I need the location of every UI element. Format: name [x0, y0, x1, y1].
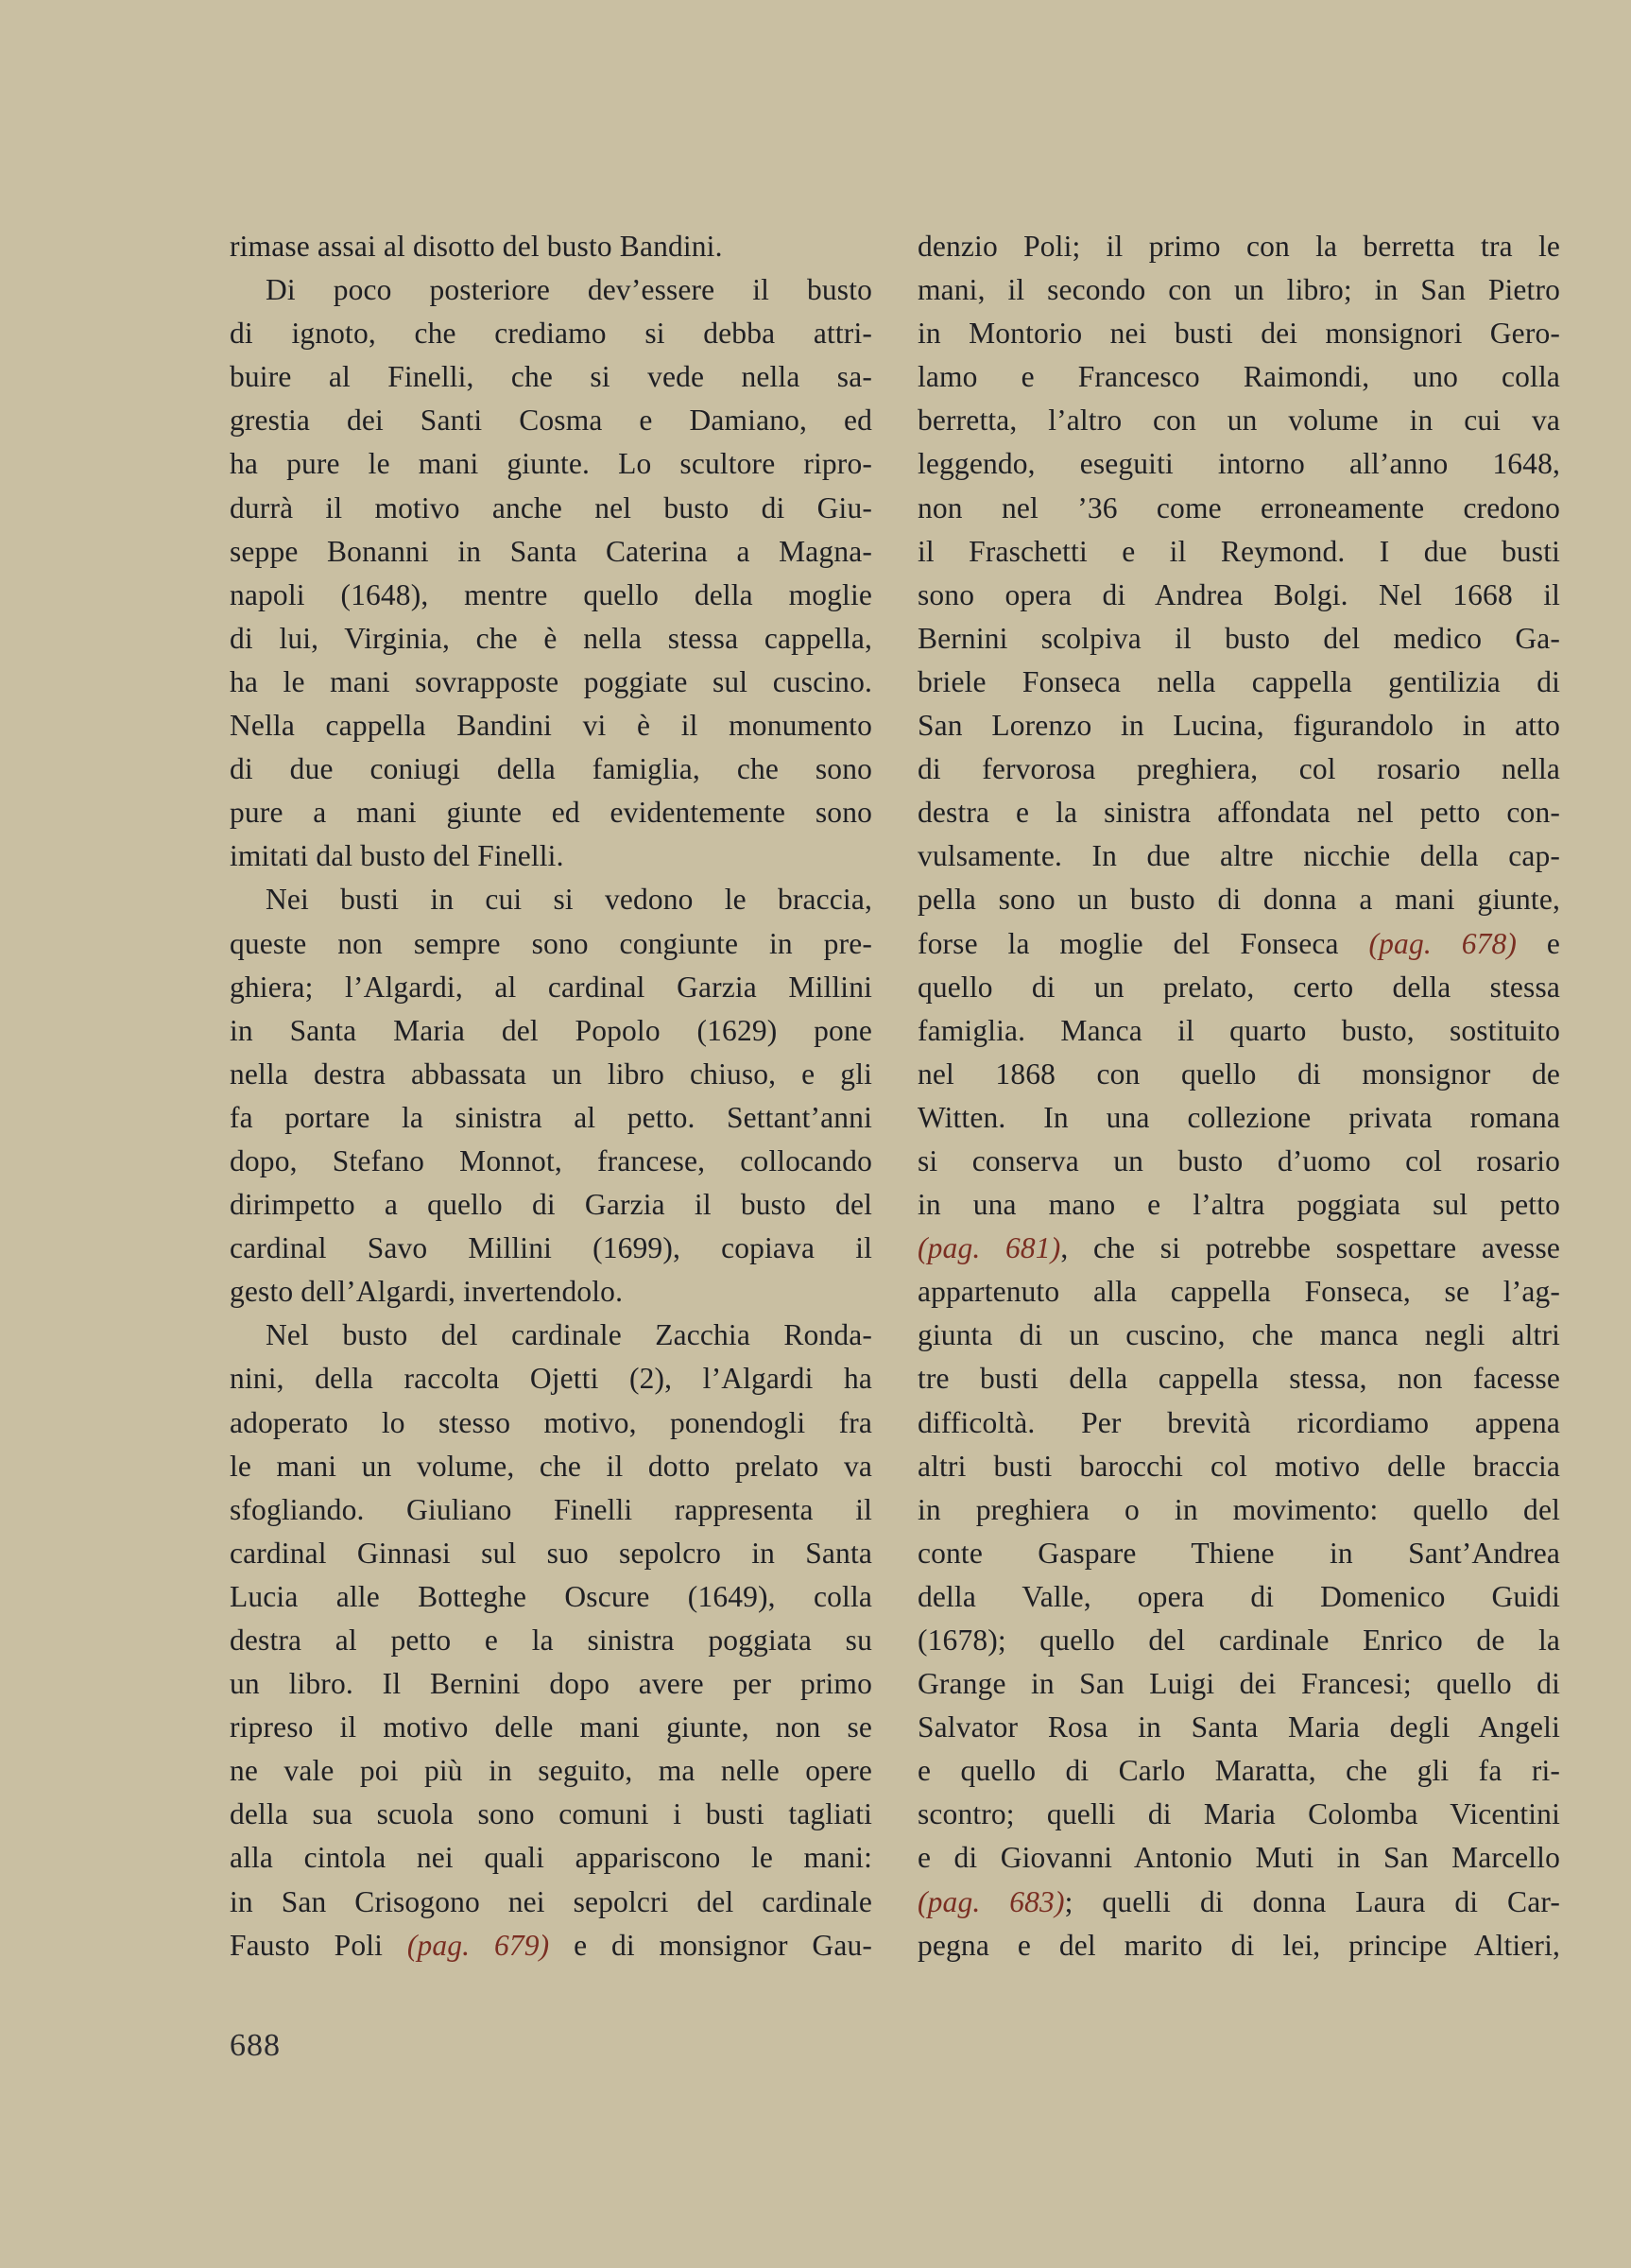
text-line: pure a mani giunte ed evidentemente sono: [230, 796, 872, 830]
page-reference: (pag. 683): [918, 1884, 1065, 1918]
text-line: scontro; quelli di Maria Colomba Vicentini: [918, 1797, 1560, 1831]
text-line: altri busti barocchi col motivo delle braccia: [918, 1449, 1560, 1483]
text-line: ha le mani sovrapposte poggiate sul cuscino.: [230, 664, 872, 698]
text-line: appartenuto alla cappella Fonseca, se l’ag-: [918, 1275, 1560, 1309]
text-segment: , che si potrebbe sospettare avesse: [1060, 1231, 1560, 1265]
text-segment: Fausto Poli: [230, 1928, 407, 1962]
text-line: fa portare la sinistra al petto. Settant’anni: [230, 1100, 872, 1134]
text-line: quello di un prelato, certo della stessa: [918, 970, 1560, 1004]
text-line: [918, 1227, 1560, 1270]
text-column-right: [918, 225, 1560, 1967]
text-line: e di Giovanni Antonio Muti in San Marcello: [918, 1841, 1560, 1875]
text-line: Salvator Rosa in Santa Maria degli Angeli: [918, 1710, 1560, 1744]
text-line: in Montorio nei busti dei monsignori Gero-: [918, 317, 1560, 351]
text-line: giunta di un cuscino, che manca negli altri: [918, 1318, 1560, 1352]
text-line: pegna e del marito di lei, principe Altieri,: [918, 1928, 1560, 1962]
text-line: famiglia. Manca il quarto busto, sostituito: [918, 1013, 1560, 1047]
text-line: imitati dal busto del Finelli.: [230, 839, 564, 873]
text-line: [918, 1881, 1560, 1924]
text-line: di lui, Virginia, che è nella stessa cappella,: [230, 621, 872, 655]
text-line: di due coniugi della famiglia, che sono: [230, 752, 872, 786]
text-line: di ignoto, che crediamo si debba attri-: [230, 317, 872, 351]
text-segment: ; quelli di donna Laura di Car-: [1064, 1884, 1560, 1918]
text-line: ha pure le mani giunte. Lo scultore ripro-: [230, 447, 872, 481]
page-number: 688: [230, 2028, 281, 2063]
text-line: destra al petto e la sinistra poggiata su: [230, 1624, 872, 1657]
text-line: pella sono un busto di donna a mani giunte,: [918, 883, 1560, 917]
text-segment: e di monsignor Gau-: [549, 1928, 872, 1962]
text-line: sono opera di Andrea Bolgi. Nel 1668 il: [918, 577, 1560, 611]
page-reference: (pag. 678): [1368, 926, 1518, 960]
page-reference: (pag. 679): [406, 1928, 550, 1962]
text-line: [918, 922, 1560, 966]
text-line: Nel busto del cardinale Zacchia Ronda-: [266, 1318, 872, 1352]
text-line: difficoltà. Per brevità ricordiamo appena: [918, 1405, 1560, 1439]
text-line: gesto dell’Algardi, invertendolo.: [230, 1275, 624, 1309]
text-line: della Valle, opera di Domenico Guidi: [918, 1579, 1560, 1613]
text-line: Nei busti in cui si vedono le braccia,: [266, 883, 872, 917]
text-line: di fervorosa preghiera, col rosario nella: [918, 752, 1560, 786]
text-line: dirimpetto a quello di Garzia il busto del: [230, 1188, 872, 1222]
page-reference: (pag. 681): [918, 1231, 1061, 1265]
text-line: in preghiera o in movimento: quello del: [918, 1492, 1560, 1526]
text-line: tre busti della cappella stessa, non facesse: [918, 1362, 1560, 1396]
text-line: non nel ’36 come erroneamente credono: [918, 490, 1560, 524]
text-line: cardinal Savo Millini (1699), copiava il: [230, 1231, 872, 1265]
text-line: un libro. Il Bernini dopo avere per primo: [230, 1667, 872, 1701]
text-line: in San Crisogono nei sepolcri del cardinale: [230, 1884, 872, 1918]
text-line: berretta, l’altro con un volume in cui va: [918, 404, 1560, 438]
text-line: durrà il motivo anche nel busto di Giu-: [230, 490, 872, 524]
text-line: Di poco posteriore dev’essere il busto: [266, 273, 872, 307]
text-line: della sua scuola sono comuni i busti tagliati: [230, 1797, 872, 1831]
text-line: ghiera; l’Algardi, al cardinal Garzia Millini: [230, 970, 872, 1004]
text-line: (1678); quello del cardinale Enrico de la: [918, 1624, 1560, 1657]
text-line: lamo e Francesco Raimondi, uno colla: [918, 360, 1560, 394]
text-line: sfogliando. Giuliano Finelli rappresenta il: [230, 1492, 872, 1526]
text-column-left: [230, 225, 872, 1967]
text-line: ripreso il motivo delle mani giunte, non se: [230, 1710, 872, 1744]
text-line: rimase assai al disotto del busto Bandini.: [230, 230, 723, 263]
text-line: seppe Bonanni in Santa Caterina a Magna-: [230, 534, 872, 568]
text-line: le mani un volume, che il dotto prelato va: [230, 1449, 872, 1483]
text-line: nini, della raccolta Ojetti (2), l’Algardi ha: [230, 1362, 872, 1396]
text-line: leggendo, eseguiti intorno all’anno 1648,: [918, 447, 1560, 481]
text-line: grestia dei Santi Cosma e Damiano, ed: [230, 404, 872, 438]
text-line: nel 1868 con quello di monsignor de: [918, 1057, 1560, 1091]
text-line: San Lorenzo in Lucina, figurandolo in atto: [918, 709, 1560, 743]
text-line: Witten. In una collezione privata romana: [918, 1100, 1560, 1134]
text-line: destra e la sinistra affondata nel petto con-: [918, 796, 1560, 830]
text-line: alla cintola nei quali appariscono le mani:: [230, 1841, 872, 1875]
text-line: Nella cappella Bandini vi è il monumento: [230, 709, 872, 743]
text-line: conte Gaspare Thiene in Sant’Andrea: [918, 1536, 1560, 1570]
text-line: napoli (1648), mentre quello della moglie: [230, 577, 872, 611]
text-line: Grange in San Luigi dei Francesi; quello di: [918, 1667, 1560, 1701]
text-line: e quello di Carlo Maratta, che gli fa ri-: [918, 1754, 1560, 1788]
text-line: buire al Finelli, che si vede nella sa-: [230, 360, 872, 394]
text-line: il Fraschetti e il Reymond. I due busti: [918, 534, 1560, 568]
text-line: adoperato lo stesso motivo, ponendogli fra: [230, 1405, 872, 1439]
text-line: si conserva un busto d’uomo col rosario: [918, 1143, 1560, 1177]
text-line: queste non sempre sono congiunte in pre-: [230, 926, 872, 960]
text-line: in una mano e l’altra poggiata sul petto: [918, 1188, 1560, 1222]
text-line: briele Fonseca nella cappella gentilizia di: [918, 664, 1560, 698]
text-line: Lucia alle Botteghe Oscure (1649), colla: [230, 1579, 872, 1613]
text-line: cardinal Ginnasi sul suo sepolcro in Santa: [230, 1536, 872, 1570]
text-segment: forse la moglie del Fonseca: [918, 926, 1369, 960]
text-line: dopo, Stefano Monnot, francese, collocando: [230, 1143, 872, 1177]
text-line: in Santa Maria del Popolo (1629) pone: [230, 1013, 872, 1047]
text-line: denzio Poli; il primo con la berretta tra le: [918, 230, 1560, 263]
text-segment: e: [1517, 926, 1561, 960]
text-line: vulsamente. In due altre nicchie della cap-: [918, 839, 1560, 873]
text-line: ne vale poi più in seguito, ma nelle opere: [230, 1754, 872, 1788]
text-line: [230, 1924, 872, 1967]
text-line: nella destra abbassata un libro chiuso, e gli: [230, 1057, 872, 1091]
text-line: Bernini scolpiva il busto del medico Ga-: [918, 621, 1560, 655]
text-line: mani, il secondo con un libro; in San Pietro: [918, 273, 1560, 307]
